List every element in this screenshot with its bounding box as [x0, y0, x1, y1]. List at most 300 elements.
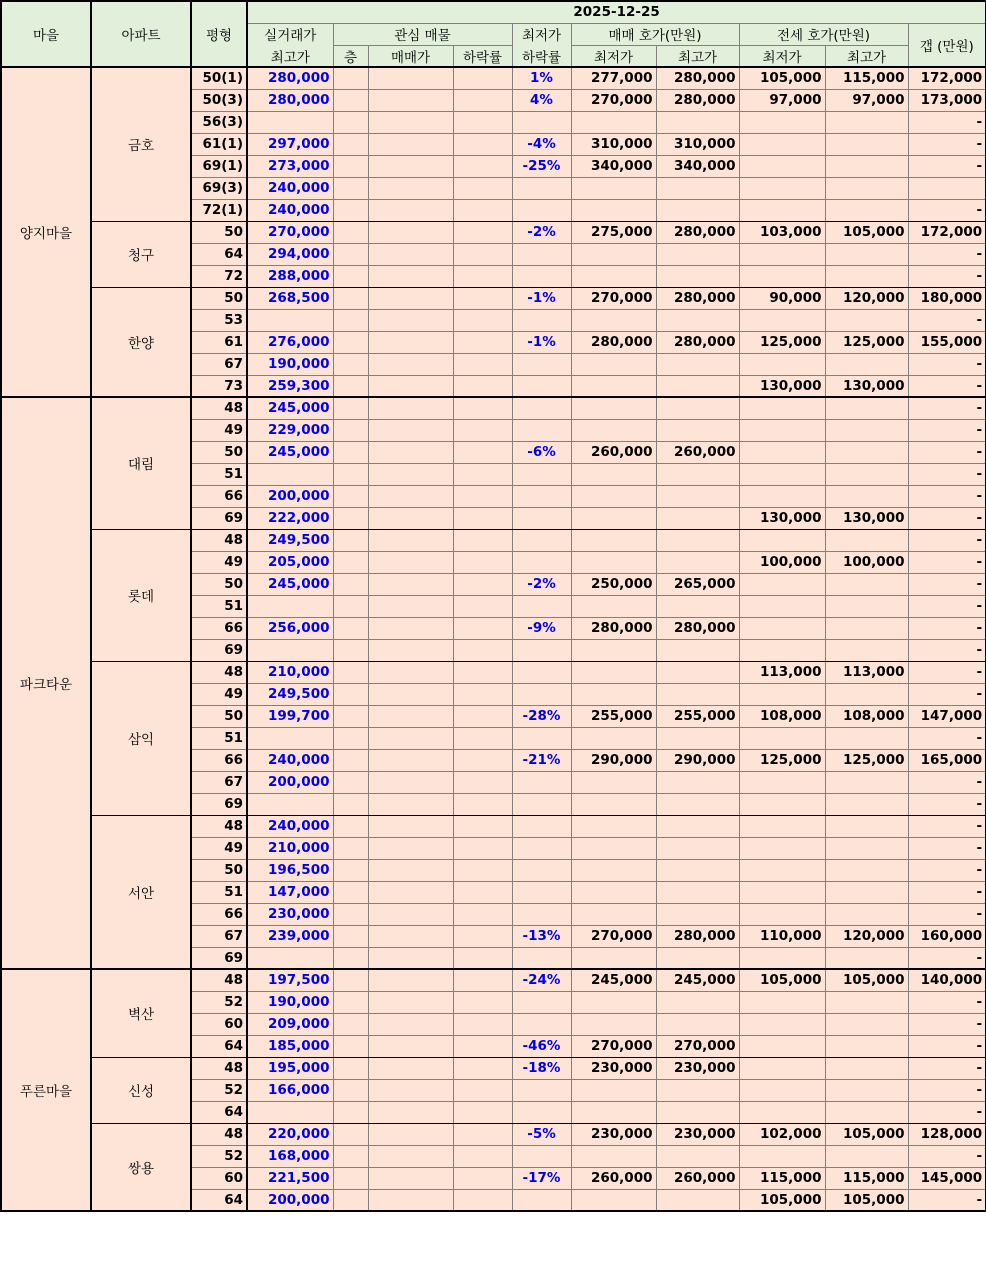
- lease-ask-max-cell: [825, 309, 908, 331]
- size-cell: 67: [191, 771, 247, 793]
- real-trade-max-cell: 268,500: [247, 287, 333, 309]
- lease-ask-min-cell: 90,000: [739, 287, 825, 309]
- real-trade-max-cell: 245,000: [247, 441, 333, 463]
- sale-ask-max-cell: [656, 595, 739, 617]
- sale-ask-min-cell: 290,000: [571, 749, 656, 771]
- min-price-drop-cell: [512, 903, 571, 925]
- lease-ask-min-cell: [739, 683, 825, 705]
- sale-price-cell: [368, 617, 453, 639]
- floor-cell: [333, 661, 368, 683]
- sale-price-cell: [368, 529, 453, 551]
- lease-ask-min-cell: [739, 111, 825, 133]
- real-trade-max-cell: 190,000: [247, 353, 333, 375]
- sale-ask-min-cell: 245,000: [571, 969, 656, 991]
- sale-ask-min-cell: [571, 815, 656, 837]
- gap-cell: -: [908, 1189, 986, 1211]
- sale-price-cell: [368, 683, 453, 705]
- sale-ask-min-cell: 277,000: [571, 67, 656, 89]
- gap-cell: -: [908, 683, 986, 705]
- gap-cell: -: [908, 111, 986, 133]
- lease-ask-min-cell: 113,000: [739, 661, 825, 683]
- sale-price-cell: [368, 903, 453, 925]
- sale-price-cell: [368, 397, 453, 419]
- header-village: 마을: [1, 1, 91, 67]
- sale-price-cell: [368, 89, 453, 111]
- drop-rate-cell: [453, 133, 512, 155]
- sale-price-cell: [368, 639, 453, 661]
- sale-ask-min-cell: [571, 859, 656, 881]
- gap-cell: -: [908, 441, 986, 463]
- lease-ask-min-cell: [739, 441, 825, 463]
- floor-cell: [333, 111, 368, 133]
- size-cell: 50: [191, 221, 247, 243]
- apartment-cell: 금호: [91, 67, 191, 221]
- min-price-drop-cell: -1%: [512, 287, 571, 309]
- min-price-drop-cell: [512, 661, 571, 683]
- lease-ask-max-cell: [825, 441, 908, 463]
- floor-cell: [333, 67, 368, 89]
- table-header: [1, 1, 986, 67]
- lease-ask-max-cell: [825, 485, 908, 507]
- size-cell: 66: [191, 617, 247, 639]
- sale-ask-max-cell: 270,000: [656, 1035, 739, 1057]
- floor-cell: [333, 133, 368, 155]
- drop-rate-cell: [453, 243, 512, 265]
- sale-price-cell: [368, 749, 453, 771]
- sale-price-cell: [368, 705, 453, 727]
- min-price-drop-cell: [512, 881, 571, 903]
- gap-cell: -: [908, 815, 986, 837]
- size-cell: 61: [191, 331, 247, 353]
- floor-cell: [333, 617, 368, 639]
- sale-price-cell: [368, 573, 453, 595]
- real-trade-max-cell: 221,500: [247, 1167, 333, 1189]
- table-body: [1, 67, 986, 1211]
- size-cell: 60: [191, 1013, 247, 1035]
- real-trade-max-cell: 209,000: [247, 1013, 333, 1035]
- sale-ask-min-cell: 260,000: [571, 1167, 656, 1189]
- drop-rate-cell: [453, 89, 512, 111]
- floor-cell: [333, 705, 368, 727]
- min-price-drop-cell: [512, 1079, 571, 1101]
- sale-ask-min-cell: 250,000: [571, 573, 656, 595]
- floor-cell: [333, 155, 368, 177]
- real-trade-max-cell: 222,000: [247, 507, 333, 529]
- floor-cell: [333, 595, 368, 617]
- min-price-drop-cell: -46%: [512, 1035, 571, 1057]
- lease-ask-min-cell: 110,000: [739, 925, 825, 947]
- floor-cell: [333, 1035, 368, 1057]
- sale-ask-min-cell: [571, 397, 656, 419]
- header-min-price-bottom: 하락률: [512, 45, 571, 67]
- lease-ask-max-cell: 120,000: [825, 925, 908, 947]
- size-cell: 60: [191, 1167, 247, 1189]
- lease-ask-min-cell: [739, 463, 825, 485]
- lease-ask-max-cell: [825, 683, 908, 705]
- drop-rate-cell: [453, 859, 512, 881]
- sale-ask-max-cell: 280,000: [656, 221, 739, 243]
- drop-rate-cell: [453, 969, 512, 991]
- min-price-drop-cell: -9%: [512, 617, 571, 639]
- drop-rate-cell: [453, 331, 512, 353]
- sale-price-cell: [368, 133, 453, 155]
- sale-price-cell: [368, 199, 453, 221]
- floor-cell: [333, 485, 368, 507]
- lease-ask-max-cell: 130,000: [825, 507, 908, 529]
- lease-ask-min-cell: [739, 1057, 825, 1079]
- gap-cell: 165,000: [908, 749, 986, 771]
- sale-ask-min-cell: [571, 177, 656, 199]
- sale-price-cell: [368, 661, 453, 683]
- gap-cell: -: [908, 639, 986, 661]
- floor-cell: [333, 529, 368, 551]
- lease-ask-min-cell: [739, 573, 825, 595]
- gap-cell: -: [908, 485, 986, 507]
- lease-ask-min-cell: [739, 815, 825, 837]
- sale-ask-min-cell: [571, 551, 656, 573]
- floor-cell: [333, 947, 368, 969]
- sale-price-cell: [368, 859, 453, 881]
- real-trade-max-cell: 200,000: [247, 771, 333, 793]
- lease-ask-max-cell: [825, 1035, 908, 1057]
- real-trade-max-cell: 205,000: [247, 551, 333, 573]
- sale-ask-max-cell: [656, 419, 739, 441]
- sale-ask-min-cell: [571, 639, 656, 661]
- lease-ask-max-cell: [825, 815, 908, 837]
- min-price-drop-cell: [512, 309, 571, 331]
- header-min-price-top: 최저가: [512, 23, 571, 45]
- min-price-drop-cell: [512, 265, 571, 287]
- real-trade-max-cell: 185,000: [247, 1035, 333, 1057]
- size-cell: 69: [191, 947, 247, 969]
- lease-ask-max-cell: 105,000: [825, 221, 908, 243]
- table-row: [1, 67, 986, 89]
- gap-cell: 173,000: [908, 89, 986, 111]
- min-price-drop-cell: [512, 551, 571, 573]
- size-cell: 48: [191, 1123, 247, 1145]
- floor-cell: [333, 1101, 368, 1123]
- apartment-cell: 벽산: [91, 969, 191, 1057]
- real-trade-max-cell: 245,000: [247, 397, 333, 419]
- size-cell: 69: [191, 793, 247, 815]
- gap-cell: -: [908, 463, 986, 485]
- table-row: [1, 1057, 986, 1079]
- real-trade-max-cell: 288,000: [247, 265, 333, 287]
- real-trade-max-cell: [247, 309, 333, 331]
- sale-ask-max-cell: [656, 243, 739, 265]
- drop-rate-cell: [453, 441, 512, 463]
- real-trade-max-cell: 195,000: [247, 1057, 333, 1079]
- sale-ask-max-cell: [656, 947, 739, 969]
- real-trade-max-cell: 259,300: [247, 375, 333, 397]
- min-price-drop-cell: [512, 375, 571, 397]
- gap-cell: -: [908, 991, 986, 1013]
- floor-cell: [333, 639, 368, 661]
- sale-price-cell: [368, 771, 453, 793]
- lease-ask-max-cell: [825, 419, 908, 441]
- floor-cell: [333, 991, 368, 1013]
- real-trade-max-cell: 230,000: [247, 903, 333, 925]
- gap-cell: -: [908, 617, 986, 639]
- real-trade-max-cell: 240,000: [247, 177, 333, 199]
- gap-cell: -: [908, 397, 986, 419]
- sale-price-cell: [368, 485, 453, 507]
- min-price-drop-cell: [512, 529, 571, 551]
- table-row: [1, 969, 986, 991]
- lease-ask-max-cell: [825, 177, 908, 199]
- lease-ask-min-cell: [739, 617, 825, 639]
- sale-ask-min-cell: [571, 375, 656, 397]
- lease-ask-max-cell: 113,000: [825, 661, 908, 683]
- size-cell: 64: [191, 1035, 247, 1057]
- gap-cell: 145,000: [908, 1167, 986, 1189]
- sale-ask-min-cell: [571, 991, 656, 1013]
- drop-rate-cell: [453, 617, 512, 639]
- sale-ask-min-cell: 280,000: [571, 617, 656, 639]
- size-cell: 49: [191, 551, 247, 573]
- size-cell: 48: [191, 661, 247, 683]
- lease-ask-max-cell: [825, 639, 908, 661]
- sale-price-cell: [368, 991, 453, 1013]
- real-trade-max-cell: 240,000: [247, 749, 333, 771]
- sale-price-cell: [368, 243, 453, 265]
- real-trade-max-cell: 249,500: [247, 683, 333, 705]
- size-cell: 69: [191, 639, 247, 661]
- sale-ask-max-cell: [656, 1079, 739, 1101]
- lease-ask-min-cell: [739, 881, 825, 903]
- sale-ask-max-cell: [656, 1013, 739, 1035]
- min-price-drop-cell: -28%: [512, 705, 571, 727]
- sale-ask-min-cell: [571, 1189, 656, 1211]
- min-price-drop-cell: -4%: [512, 133, 571, 155]
- gap-cell: 140,000: [908, 969, 986, 991]
- sale-price-cell: [368, 1123, 453, 1145]
- lease-ask-min-cell: [739, 397, 825, 419]
- lease-ask-min-cell: [739, 485, 825, 507]
- sale-ask-max-cell: [656, 881, 739, 903]
- floor-cell: [333, 1079, 368, 1101]
- header-sale-price: 매매가: [368, 45, 453, 67]
- drop-rate-cell: [453, 67, 512, 89]
- sale-price-cell: [368, 969, 453, 991]
- sale-price-cell: [368, 67, 453, 89]
- lease-ask-min-cell: [739, 771, 825, 793]
- lease-ask-min-cell: 103,000: [739, 221, 825, 243]
- real-trade-max-cell: 240,000: [247, 815, 333, 837]
- floor-cell: [333, 969, 368, 991]
- sale-ask-min-cell: [571, 1079, 656, 1101]
- sale-ask-max-cell: [656, 353, 739, 375]
- lease-ask-min-cell: [739, 1101, 825, 1123]
- sale-ask-max-cell: [656, 837, 739, 859]
- real-trade-max-cell: 240,000: [247, 199, 333, 221]
- sale-ask-max-cell: [656, 309, 739, 331]
- real-trade-max-cell: 210,000: [247, 661, 333, 683]
- gap-cell: -: [908, 595, 986, 617]
- size-cell: 48: [191, 1057, 247, 1079]
- lease-ask-max-cell: [825, 727, 908, 749]
- apartment-cell: 신성: [91, 1057, 191, 1123]
- sale-ask-max-cell: [656, 639, 739, 661]
- lease-ask-min-cell: [739, 639, 825, 661]
- drop-rate-cell: [453, 705, 512, 727]
- sale-ask-min-cell: [571, 661, 656, 683]
- sale-ask-min-cell: [571, 199, 656, 221]
- sale-ask-max-cell: 245,000: [656, 969, 739, 991]
- gap-cell: -: [908, 199, 986, 221]
- lease-ask-min-cell: [739, 419, 825, 441]
- real-trade-max-cell: 245,000: [247, 573, 333, 595]
- gap-cell: -: [908, 881, 986, 903]
- sale-ask-min-cell: 255,000: [571, 705, 656, 727]
- drop-rate-cell: [453, 155, 512, 177]
- table-row: [1, 287, 986, 309]
- lease-ask-min-cell: [739, 793, 825, 815]
- size-cell: 50: [191, 705, 247, 727]
- sale-ask-max-cell: [656, 265, 739, 287]
- min-price-drop-cell: [512, 485, 571, 507]
- sale-ask-min-cell: 270,000: [571, 925, 656, 947]
- drop-rate-cell: [453, 1101, 512, 1123]
- sale-price-cell: [368, 375, 453, 397]
- min-price-drop-cell: -2%: [512, 221, 571, 243]
- lease-ask-max-cell: 130,000: [825, 375, 908, 397]
- lease-ask-min-cell: 108,000: [739, 705, 825, 727]
- min-price-drop-cell: -17%: [512, 1167, 571, 1189]
- sale-ask-max-cell: [656, 661, 739, 683]
- lease-ask-max-cell: 97,000: [825, 89, 908, 111]
- real-trade-max-cell: 190,000: [247, 991, 333, 1013]
- sale-ask-min-cell: [571, 881, 656, 903]
- sale-price-cell: [368, 595, 453, 617]
- lease-ask-min-cell: [739, 859, 825, 881]
- min-price-drop-cell: [512, 1101, 571, 1123]
- drop-rate-cell: [453, 463, 512, 485]
- min-price-drop-cell: [512, 199, 571, 221]
- sale-ask-min-cell: [571, 309, 656, 331]
- lease-ask-max-cell: [825, 353, 908, 375]
- lease-ask-min-cell: [739, 155, 825, 177]
- gap-cell: -: [908, 661, 986, 683]
- sale-ask-max-cell: 280,000: [656, 67, 739, 89]
- size-cell: 50: [191, 441, 247, 463]
- sale-ask-max-cell: 265,000: [656, 573, 739, 595]
- real-trade-max-cell: 273,000: [247, 155, 333, 177]
- gap-cell: -: [908, 793, 986, 815]
- lease-ask-min-cell: [739, 133, 825, 155]
- gap-cell: -: [908, 1013, 986, 1035]
- size-cell: 50: [191, 573, 247, 595]
- size-cell: 69(1): [191, 155, 247, 177]
- real-trade-max-cell: 270,000: [247, 221, 333, 243]
- lease-ask-min-cell: [739, 837, 825, 859]
- sale-price-cell: [368, 1167, 453, 1189]
- size-cell: 66: [191, 903, 247, 925]
- lease-ask-min-cell: 105,000: [739, 969, 825, 991]
- real-trade-max-cell: [247, 1101, 333, 1123]
- size-cell: 48: [191, 397, 247, 419]
- apartment-cell: 쌍용: [91, 1123, 191, 1211]
- lease-ask-min-cell: 125,000: [739, 749, 825, 771]
- lease-ask-min-cell: [739, 265, 825, 287]
- min-price-drop-cell: -25%: [512, 155, 571, 177]
- sale-ask-max-cell: [656, 177, 739, 199]
- real-trade-max-cell: 166,000: [247, 1079, 333, 1101]
- real-trade-max-cell: 276,000: [247, 331, 333, 353]
- sale-price-cell: [368, 111, 453, 133]
- min-price-drop-cell: -1%: [512, 331, 571, 353]
- gap-cell: -: [908, 507, 986, 529]
- size-cell: 66: [191, 485, 247, 507]
- lease-ask-max-cell: 105,000: [825, 969, 908, 991]
- lease-ask-max-cell: [825, 859, 908, 881]
- min-price-drop-cell: [512, 859, 571, 881]
- header-drop-rate: 하락률: [453, 45, 512, 67]
- gap-cell: 128,000: [908, 1123, 986, 1145]
- gap-cell: -: [908, 1057, 986, 1079]
- sale-ask-min-cell: 230,000: [571, 1123, 656, 1145]
- sale-ask-min-cell: [571, 507, 656, 529]
- size-cell: 48: [191, 529, 247, 551]
- lease-ask-max-cell: [825, 463, 908, 485]
- drop-rate-cell: [453, 727, 512, 749]
- sale-price-cell: [368, 793, 453, 815]
- size-cell: 50(1): [191, 67, 247, 89]
- sale-price-cell: [368, 1057, 453, 1079]
- lease-ask-min-cell: 105,000: [739, 1189, 825, 1211]
- real-trade-max-cell: [247, 727, 333, 749]
- gap-cell: -: [908, 375, 986, 397]
- sale-ask-max-cell: 280,000: [656, 287, 739, 309]
- gap-cell: -: [908, 529, 986, 551]
- gap-cell: -: [908, 419, 986, 441]
- lease-ask-min-cell: 97,000: [739, 89, 825, 111]
- header-real-trade-bottom: 최고가: [247, 45, 333, 67]
- drop-rate-cell: [453, 1145, 512, 1167]
- sale-ask-max-cell: 280,000: [656, 331, 739, 353]
- gap-cell: -: [908, 573, 986, 595]
- floor-cell: [333, 243, 368, 265]
- lease-ask-min-cell: [739, 177, 825, 199]
- lease-ask-max-cell: [825, 573, 908, 595]
- gap-cell: -: [908, 551, 986, 573]
- apartment-cell: 대림: [91, 397, 191, 529]
- sale-price-cell: [368, 419, 453, 441]
- sale-price-cell: [368, 221, 453, 243]
- drop-rate-cell: [453, 551, 512, 573]
- lease-ask-max-cell: [825, 199, 908, 221]
- floor-cell: [333, 925, 368, 947]
- size-cell: 67: [191, 925, 247, 947]
- lease-ask-max-cell: [825, 837, 908, 859]
- sale-ask-max-cell: [656, 551, 739, 573]
- min-price-drop-cell: [512, 595, 571, 617]
- size-cell: 72: [191, 265, 247, 287]
- min-price-drop-cell: [512, 1013, 571, 1035]
- drop-rate-cell: [453, 199, 512, 221]
- sale-ask-max-cell: [656, 529, 739, 551]
- min-price-drop-cell: [512, 991, 571, 1013]
- real-trade-max-cell: [247, 793, 333, 815]
- gap-cell: -: [908, 353, 986, 375]
- min-price-drop-cell: -13%: [512, 925, 571, 947]
- min-price-drop-cell: [512, 463, 571, 485]
- lease-ask-max-cell: [825, 155, 908, 177]
- header-lease-max: 최고가: [825, 45, 908, 67]
- sale-ask-max-cell: [656, 903, 739, 925]
- drop-rate-cell: [453, 793, 512, 815]
- size-cell: 72(1): [191, 199, 247, 221]
